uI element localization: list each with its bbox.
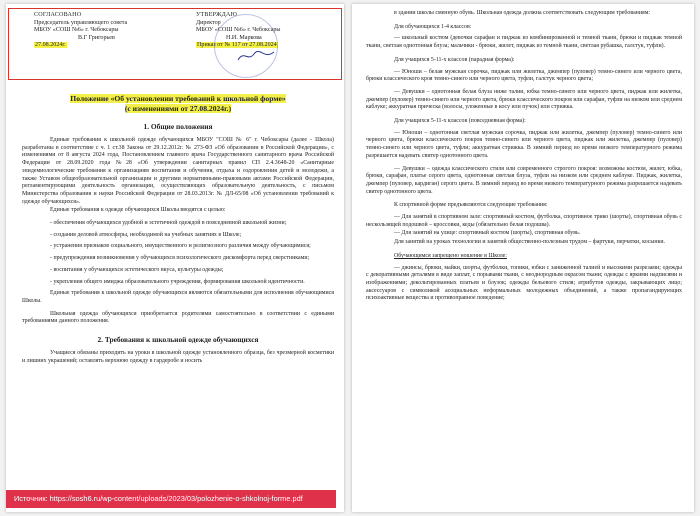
subheading: Для учащихся 5-11-х классов (парадная форма): [394, 56, 515, 63]
paragraph: Единые требования к школьной одежде обучающихся МБОУ "СОШ № 6" г. Чебоксары (далее - Школа) разработаны в соответствие с ч. 1 ст.38 Закона от 29.12.2012г. № 273-ФЗ «Об образовании в Российской Федерации», с изменениями от 8 августа 2024 года, Постановлением главного врача Государственного санитарного врача Российской Федерации от 28.09.2020 года №28 «Об утверждении санитарных правил СП 2.4.3648-20 «Санитарные эпидемиологические требования к организациям воспитания и обучения, отдыха и оздоровления детей и молодежи, а также Уставом общеобразовательной организации и другими нормативными-правовыми актами Российской Федерации, регламентирующими деятельность организации, осуществляющих образовательную деятельность, с письмом Министерства образования и науки Российской Федерации от 28.03.2013г. № ДЛ-65/08 «Об установлении требований к одежде обучающихся». [22, 137, 334, 205]
list-item: — Для занятий на улице: спортивный костюм (шорты), спортивная обувь. [394, 230, 581, 237]
subheading: Для обучающихся 1-4 классов: [394, 23, 472, 30]
document-page-left [6, 4, 344, 512]
source-label: Источник: [14, 494, 48, 503]
approval-approved-line: Директор [196, 19, 221, 26]
list-item: - обеспечения обучающихся удобной и эстетичной одеждой в повседневной школьной жизни; [50, 220, 287, 227]
list-item: — Девушки – одежда классического стиля или современного строгого покроя: возможны костюм, жилет, юбка, брюки, сарафан, платье серого цвета, однотонная светлая блуза, туфли на низком или среднем каблуке. Пиджак, жилетка, джемпер (пуловер, кардиган) серого цвета. В зимний период во время низкого температурного режима разрешается надевать свитер однотонного цвета. [366, 165, 682, 195]
list-item: — Юноши – однотонная светлая мужская сорочка, пиджак или жилетка, джемпер (пуловер) темно-синего или черного цвета, брюки классического покроя темно-синего или черного цвета, пиджак или жилетка, джемпер (пуловер) темно-синего или черного цвета, туфли; аккуратная стрижка. В зимний период во время низкого температурного режима разрешается надевать свитер однотонного цвета. [366, 129, 682, 159]
list-item: - предупреждения возникновения у обучающихся психологического дискомфорта перед сверстниками; [50, 255, 310, 262]
approval-agreed-line: Председатель управляющего совета [34, 19, 128, 26]
approval-agreed-title: СОГЛАСОВАНО [34, 12, 82, 18]
highlight-frame [8, 8, 342, 80]
list-item: — школьный костюм (девочки сарафан и пиджак из комбинированной и темной ткани, брюки и пиджак темной ткани, светлая однотонная блуза; мальчики - брюки, жилет, пиджак из темной ткани, светлая рубашка, галстук, туфли). [366, 35, 682, 50]
document-title [22, 94, 334, 113]
paragraph: в здании школы сменную обувь. Школьная одежда должна соответствовать следующим требованиям: [394, 10, 651, 16]
list-item: - устранения признаков социального, имущественного и религиозного различия между обучающимися; [50, 243, 311, 250]
document-title-date: (с изменениями от 27.08.2024г.) [124, 103, 232, 113]
list-item: - создания деловой атмосферы, необходимой на учебных занятиях в Школе; [50, 231, 242, 238]
approval-approved-order: Приказ от № 117 от 27.08.2024 [197, 42, 277, 49]
list-item: - воспитания у обучающихся эстетического вкуса, культуры одежды; [50, 266, 224, 273]
source-caption [6, 490, 336, 508]
paragraph: Единые требования к школьной одежде обучающихся являются обязательными для исполнения обучающимися Школы. [22, 290, 334, 304]
signature-icon [236, 48, 276, 64]
paragraph: Единые требования к одежде обучающихся Школы вводятся с целью: [50, 207, 226, 214]
list-item: — Юноши – белая мужская сорочка, пиджак или жилетка, джемпер (пуловер) темно-синего или черного цвета, брюки классического кроя темно-синего или черного цвета, туфли, галстук черного цвета; [366, 68, 682, 83]
paragraph: Учащиеся обязаны приходить на уроки в школьной одежде установленного образца, без чрезмерной косметики и лишних украшений; оставлять верхнюю одежду в гардеробе и носить [22, 350, 334, 364]
document-page-right [352, 4, 694, 512]
list-item: — джинсы, брюки, майки, шорты, футболки, топики, юбки с заниженной талией и высокими разрезами; одежды с декоративными деталями в виде заплат, с порывами ткани, с неоднородным окрасом ткани; одежды с яркими надписями и изображениями; декольтированных платьев и блузок; одежды бельевого стиля; атрибутов одежды, закрывающих лицо; аксессуаров с символикой асоциальных неформальных молодежных объединений, а также пропагандирующих психоактивные вещества и противоправное поведение; [366, 264, 682, 302]
approval-approved-name: Н.И. Маркова [226, 34, 262, 41]
approval-header [22, 10, 334, 82]
document-title-line: Положение «Об установлении требований к школьной форме» [70, 94, 286, 103]
paragraph: Школьная одежда обучающихся приобретается родителями самостоятельно в соответствии с едиными требованиями данного положения. [22, 310, 334, 325]
list-item: — Девушки – однотонная белая блуза ниже талии, юбка темно-синего или черного цвета, пиджак или жилетка, джемпер (пуловер) темно-синего или черного цвета, брюки классического покроя или сарафан, туфли на низком или среднем каблуке; аккуратная прическа (волосы, уложенные в косу или пучок) или стрижка. [366, 88, 682, 111]
subheading: Для учащихся 5-11-х классов (повседневная форма): [394, 118, 526, 125]
seal-stamp [214, 14, 278, 78]
section-heading-requirements: 2. Требования к школьной одежде обучающихся [97, 335, 259, 345]
section-heading-general: 1. Общие положения [143, 122, 213, 131]
approval-agreed-name: В.Г Григорьев [78, 34, 115, 41]
approval-agreed-date: 27.08.2024г. [35, 42, 66, 49]
approval-agreed-line: МБОУ «СОШ №6» г. Чебоксары [34, 27, 119, 34]
subheading: К спортивной форме предъявляются следующие требования: [394, 202, 548, 209]
list-item: Для занятий на уроках технологии и занятий общественно-полезным трудом – фартуки, перчатки, косынки. [394, 239, 666, 246]
subheading: Обучающимся запрещено ношение в Школе: [394, 252, 507, 259]
list-item: - укрепления общего имиджа образовательного учреждения, формирования школьной идентичности. [50, 278, 305, 285]
list-item: — Для занятий в спортивном зале: спортивный костюм, футболка, спортивное трико (шорты), спортивная обувь с нескользящей подошвой – кроссовки, кеды (обязательно белая подошва). [366, 214, 682, 228]
source-link[interactable]: https://sosh6.ru/wp-content/uploads/2023/03/polozhenie-o-shkolnoj-forme.pdf [49, 494, 303, 503]
approval-approved-line: МБОУ «СОШ №6» г. Чебоксары [196, 27, 281, 34]
approval-approved-title: УТВЕРЖДАЮ [196, 12, 238, 18]
